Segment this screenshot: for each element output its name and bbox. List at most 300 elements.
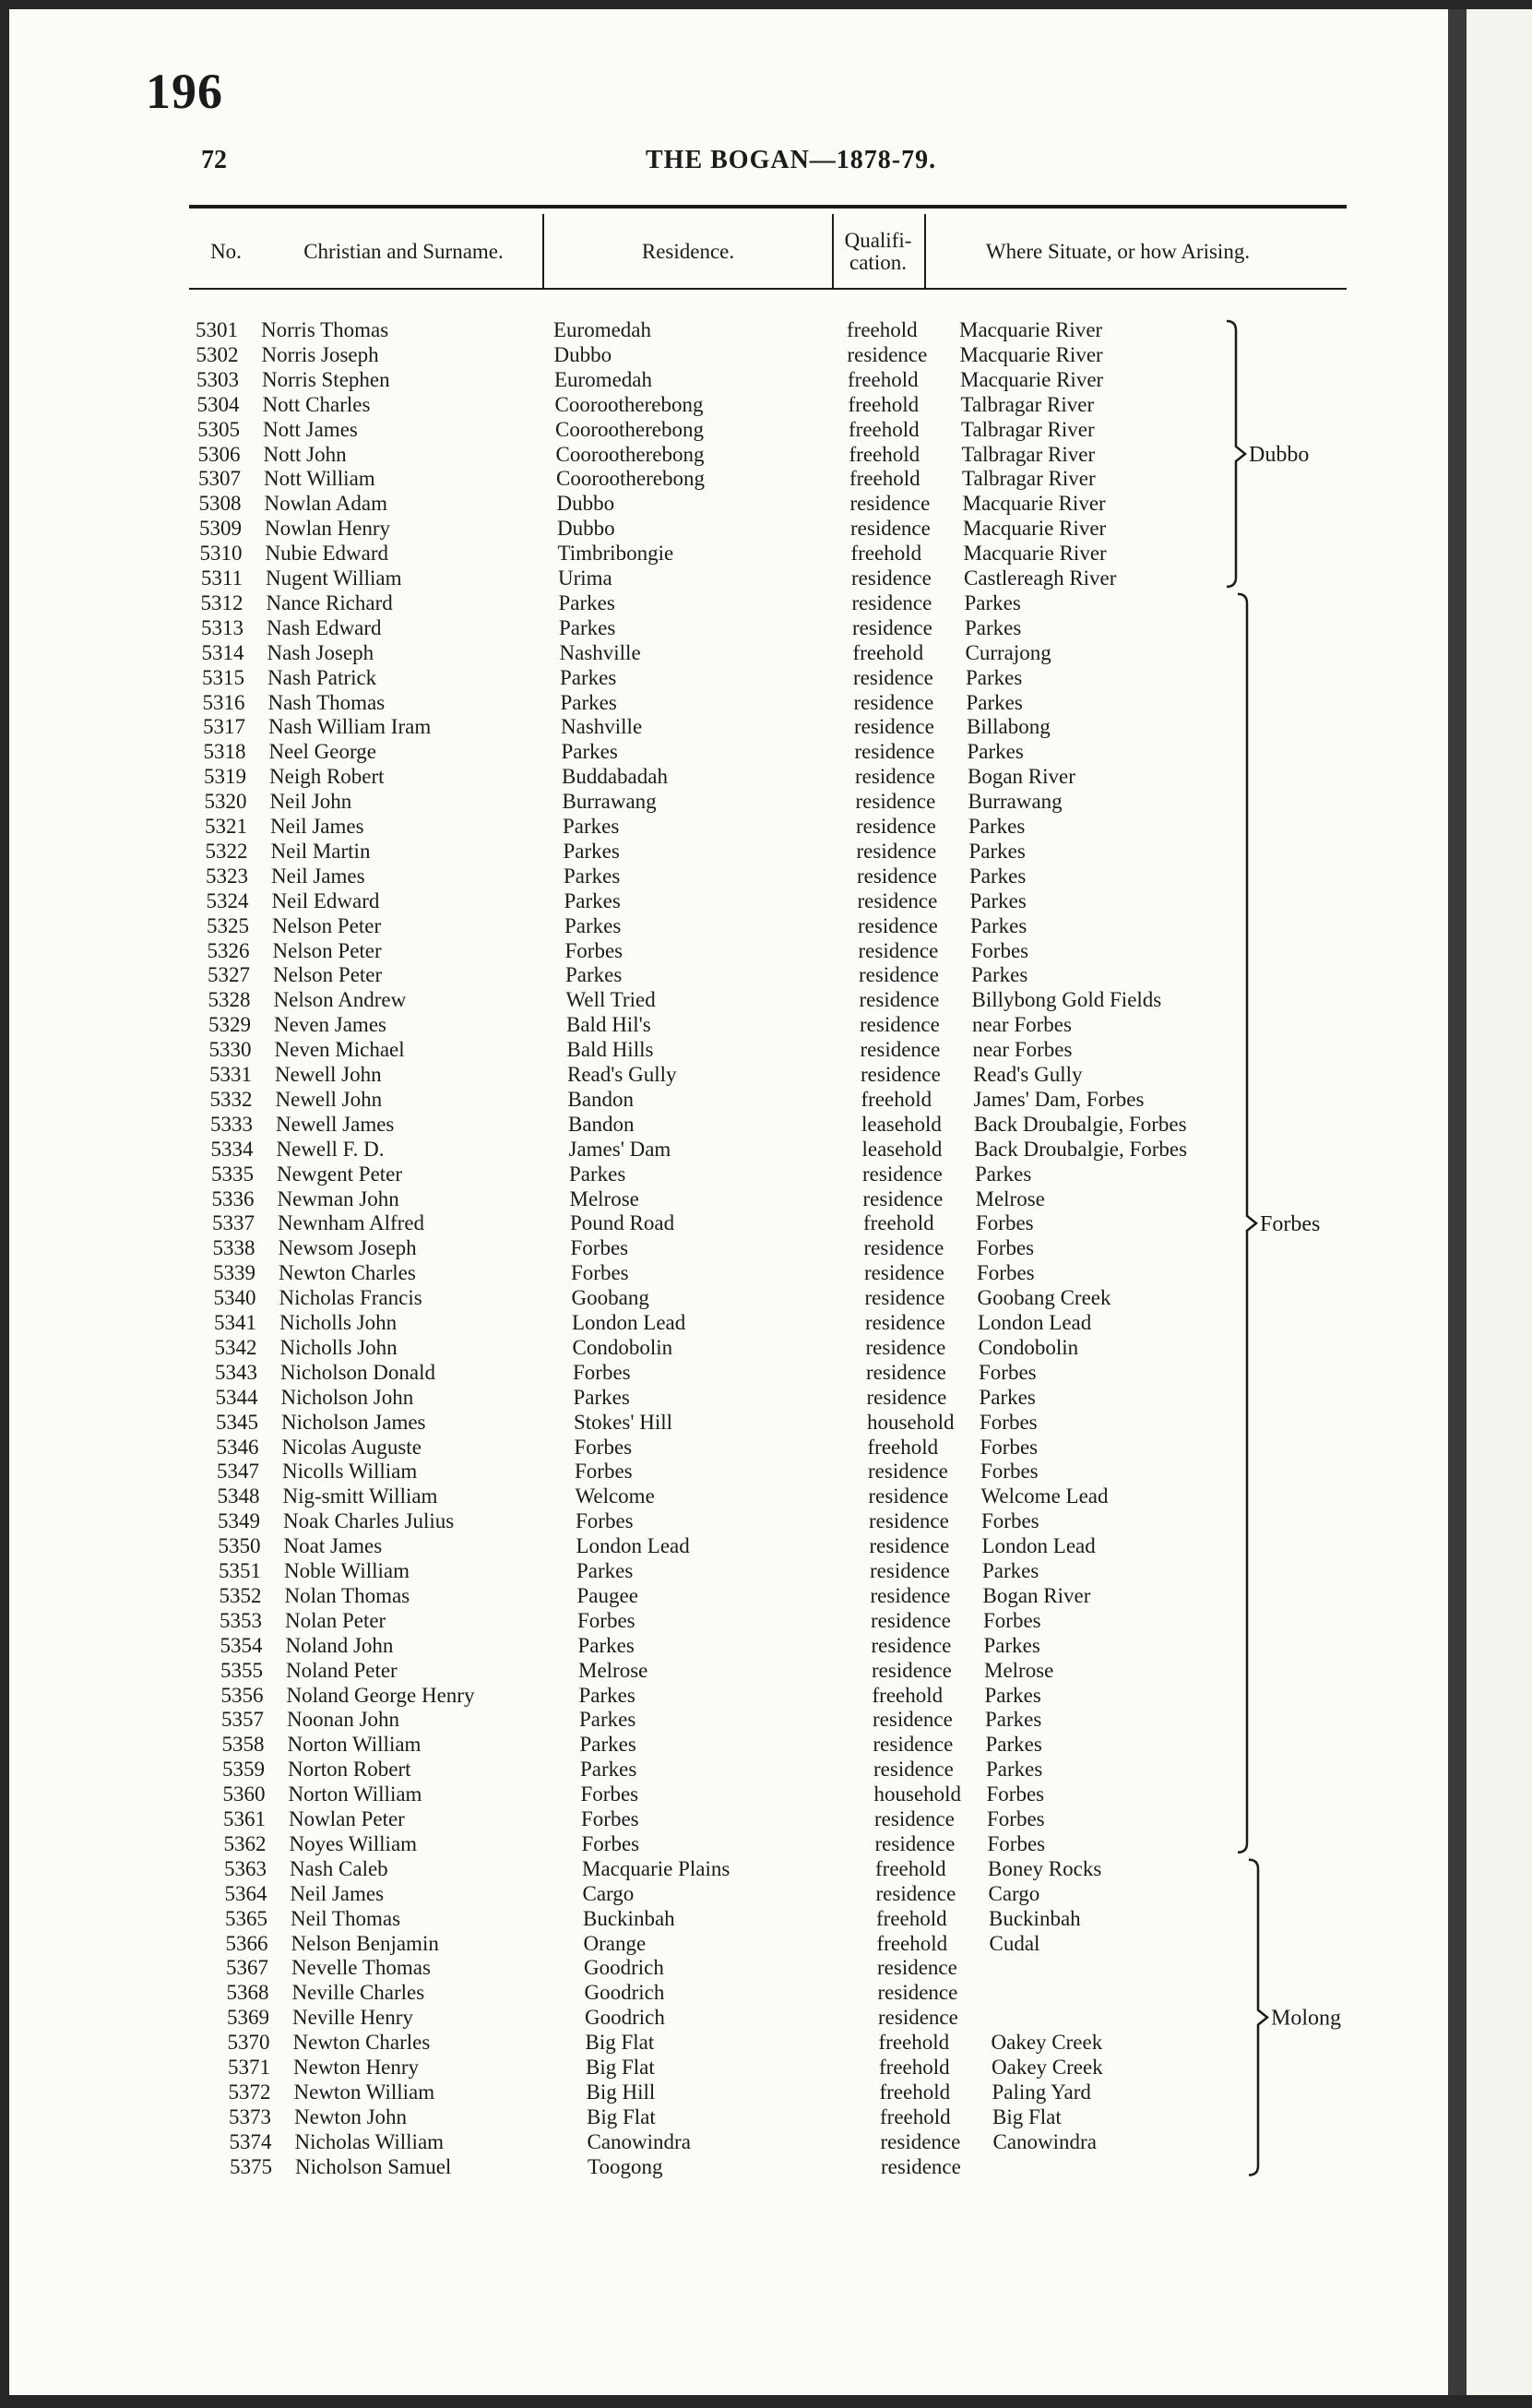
entry-number: 5352 xyxy=(219,1583,262,1607)
elector-name: Nubie Edward xyxy=(265,542,388,566)
where-situate: Forbes xyxy=(987,1831,1046,1855)
entry-number: 5330 xyxy=(208,1038,252,1062)
where-situate: James' Dam, Forbes xyxy=(973,1087,1145,1111)
table-row xyxy=(9,690,1448,715)
qualification: residence xyxy=(877,1956,957,1980)
qualification: residence xyxy=(864,1261,944,1285)
entry-number: 5322 xyxy=(205,839,248,863)
entry-number: 5367 xyxy=(226,1956,268,1980)
elector-name: Nelson Andrew xyxy=(273,988,407,1012)
qualification: residence xyxy=(874,1807,955,1830)
where-situate: Condobolin xyxy=(978,1335,1079,1359)
elector-name: Nelson Peter xyxy=(272,938,382,962)
qualification: freehold xyxy=(879,2056,950,2079)
elector-name: Newton William xyxy=(293,2080,435,2104)
elector-name: Nott Charles xyxy=(262,392,371,416)
table-row xyxy=(9,1608,1448,1633)
residence: Forbes xyxy=(570,1236,629,1260)
table-row xyxy=(9,566,1448,590)
residence: Euromedah xyxy=(553,318,652,341)
qualification: residence xyxy=(873,1708,953,1732)
elector-name: Nicholson Samuel xyxy=(295,2154,452,2178)
qualification: residence xyxy=(871,1633,952,1657)
where-situate: Parkes xyxy=(984,1683,1041,1707)
table-row xyxy=(9,987,1448,1012)
residence: Cargo xyxy=(582,1881,635,1905)
table-row xyxy=(9,590,1448,615)
qualification: residence xyxy=(855,790,936,814)
elector-name: Nicholls John xyxy=(279,1311,398,1334)
entry-number: 5327 xyxy=(208,963,250,987)
elector-name: Noland Peter xyxy=(286,1658,398,1682)
residence: Buckinbah xyxy=(583,1906,675,1930)
facing-page-edge xyxy=(1467,9,1532,2395)
elector-name: Nash William Iram xyxy=(268,715,432,739)
elector-name: Noland John xyxy=(285,1633,394,1657)
column-header-residence: Residence. xyxy=(641,240,735,263)
qualification: residence xyxy=(858,913,938,937)
qualification: residence xyxy=(862,1186,944,1210)
where-situate: Back Droubalgie, Forbes xyxy=(974,1112,1187,1136)
elector-name: Noak Charles Julius xyxy=(283,1509,455,1533)
residence: Forbes xyxy=(576,1509,634,1533)
residence: Parkes xyxy=(564,888,621,912)
group-label: Dubbo xyxy=(1249,442,1310,467)
residence: Parkes xyxy=(565,963,623,987)
header-bottom-rule xyxy=(189,288,1347,290)
qualification: residence xyxy=(877,1981,958,2005)
where-situate: Forbes xyxy=(976,1211,1034,1235)
entry-number: 5307 xyxy=(198,467,241,491)
residence: Goodrich xyxy=(584,1981,665,2005)
where-situate: Boney Rocks xyxy=(988,1856,1102,1880)
table-row xyxy=(9,442,1448,467)
elector-name: Neven Michael xyxy=(274,1038,405,1062)
where-situate: Burrawang xyxy=(968,790,1063,814)
where-situate: Talbragar River xyxy=(960,392,1095,416)
table-row xyxy=(9,1285,1448,1310)
table-row xyxy=(9,1162,1448,1186)
table-row xyxy=(9,1931,1448,1956)
residence: Forbes xyxy=(577,1608,635,1632)
entry-number: 5328 xyxy=(208,988,251,1012)
elector-name: Nash Edward xyxy=(267,615,382,639)
entry-number: 5301 xyxy=(196,318,238,341)
table-row xyxy=(9,1881,1448,1906)
qualification: residence xyxy=(849,492,931,516)
elector-name: Neil James xyxy=(271,864,365,888)
residence: Bandon xyxy=(567,1087,635,1111)
entry-number: 5321 xyxy=(205,815,247,838)
elector-name: Noyes William xyxy=(289,1831,418,1855)
residence: Goodrich xyxy=(585,2006,665,2030)
residence: Buddabadah xyxy=(562,765,668,789)
table-row xyxy=(9,516,1448,541)
entry-number: 5361 xyxy=(223,1807,266,1830)
elector-name: Neil Thomas xyxy=(291,1906,401,1930)
elector-name: Nowlan Henry xyxy=(265,517,391,541)
where-situate: Bogan River xyxy=(968,765,1075,789)
entry-number: 5344 xyxy=(215,1385,258,1409)
qualification: residence xyxy=(857,888,938,912)
residence: Parkes xyxy=(558,590,615,614)
residence: Parkes xyxy=(564,864,621,888)
entry-number: 5354 xyxy=(220,1633,263,1657)
table-row xyxy=(9,938,1448,963)
table-row xyxy=(9,2030,1448,2055)
qualification: freehold xyxy=(867,1435,939,1459)
where-situate: Parkes xyxy=(971,963,1028,987)
where-situate: Parkes xyxy=(969,888,1027,912)
elector-name: Neil Edward xyxy=(271,888,380,912)
table-row xyxy=(9,714,1448,739)
where-situate: Castlereagh River xyxy=(964,566,1117,590)
qualification: residence xyxy=(858,938,939,962)
elector-name: Nolan Peter xyxy=(285,1608,386,1632)
where-situate: Macquarie River xyxy=(959,318,1103,341)
residence: Big Flat xyxy=(585,2031,655,2055)
qualification: residence xyxy=(856,815,936,838)
where-situate: Bogan River xyxy=(982,1583,1091,1607)
elector-name: Nicholas Francis xyxy=(279,1286,422,1310)
qualification: residence xyxy=(857,864,937,888)
qualification: freehold xyxy=(849,417,920,441)
entry-number: 5314 xyxy=(201,640,244,664)
residence: Nashville xyxy=(561,715,643,739)
entry-number: 5340 xyxy=(213,1286,256,1310)
qualification: freehold xyxy=(849,442,920,466)
header-top-rule xyxy=(189,205,1347,209)
residence: Condobolin xyxy=(572,1335,673,1359)
where-situate: Talbragar River xyxy=(961,417,1095,441)
residence: Burrawang xyxy=(562,790,657,814)
book-spine xyxy=(1448,9,1467,2395)
table-row xyxy=(9,1012,1448,1037)
elector-name: Neil James xyxy=(270,815,364,838)
table-row xyxy=(9,739,1448,764)
where-situate: Forbes xyxy=(980,1410,1038,1434)
table-row xyxy=(9,864,1448,888)
entry-number: 5303 xyxy=(196,367,239,391)
residence: Parkes xyxy=(579,1708,636,1732)
table-row xyxy=(9,1235,1448,1260)
elector-name: Nelson Peter xyxy=(273,963,383,987)
qualification: freehold xyxy=(876,1906,947,1930)
entry-number: 5370 xyxy=(227,2031,270,2055)
elector-name: Nicholls John xyxy=(279,1335,398,1359)
entry-number: 5302 xyxy=(196,342,239,366)
residence: Dubbo xyxy=(556,492,615,516)
residence: Parkes xyxy=(560,690,617,714)
elector-name: Nig-smitt William xyxy=(282,1484,438,1508)
table-row xyxy=(9,1757,1448,1782)
qualification: residence xyxy=(865,1311,945,1334)
elector-name: Neil John xyxy=(269,790,352,814)
entry-number: 5329 xyxy=(208,1013,251,1037)
residence: Forbes xyxy=(571,1261,629,1285)
where-situate: Parkes xyxy=(964,590,1021,614)
entry-number: 5318 xyxy=(203,740,246,764)
entry-number: 5351 xyxy=(219,1559,261,1582)
where-situate: Forbes xyxy=(981,1509,1039,1533)
table-row xyxy=(9,839,1448,864)
where-situate: Oakey Creek xyxy=(991,2031,1103,2055)
elector-name: Neil James xyxy=(290,1881,385,1905)
residence: Bald Hil's xyxy=(566,1013,651,1037)
qualification: residence xyxy=(860,1013,940,1037)
qualification: leasehold xyxy=(861,1137,943,1161)
entry-number: 5365 xyxy=(225,1906,267,1930)
where-situate: Parkes xyxy=(982,1559,1039,1582)
table-row xyxy=(9,1410,1448,1435)
table-row xyxy=(9,1037,1448,1062)
elector-name: Newsom Joseph xyxy=(278,1236,417,1260)
residence: Nashville xyxy=(559,640,641,664)
where-situate: Macquarie River xyxy=(963,542,1107,566)
entry-number: 5362 xyxy=(223,1831,267,1855)
where-situate: Forbes xyxy=(986,1782,1045,1806)
table-row xyxy=(9,2080,1448,2104)
where-situate: near Forbes xyxy=(972,1038,1073,1062)
table-row xyxy=(9,1210,1448,1235)
residence: Pound Road xyxy=(570,1211,675,1235)
residence: Dubbo xyxy=(553,342,612,366)
entry-number: 5305 xyxy=(197,417,240,441)
elector-name: Nowlan Peter xyxy=(289,1807,405,1830)
entry-number: 5316 xyxy=(202,690,245,714)
qualification: residence xyxy=(854,715,934,739)
qualification: residence xyxy=(847,342,928,366)
where-situate: Forbes xyxy=(977,1261,1035,1285)
elector-name: Noonan John xyxy=(287,1708,400,1732)
qualification: freehold xyxy=(879,2080,951,2104)
residence: Coorootherebong xyxy=(555,442,705,466)
where-situate: Parkes xyxy=(985,1733,1042,1757)
entry-number: 5337 xyxy=(212,1211,255,1235)
table-row xyxy=(9,1484,1448,1508)
qualification: household xyxy=(873,1782,962,1806)
where-situate: near Forbes xyxy=(972,1013,1072,1037)
residence: Bald Hills xyxy=(566,1038,654,1062)
elector-name: Noland George Henry xyxy=(286,1683,475,1707)
table-row xyxy=(9,615,1448,640)
entry-number: 5355 xyxy=(220,1658,263,1682)
elector-name: Norton William xyxy=(288,1782,422,1806)
entry-number: 5324 xyxy=(206,888,249,912)
qualification: residence xyxy=(881,2154,961,2178)
table-row xyxy=(9,367,1448,392)
elector-name: Nicholson John xyxy=(280,1385,414,1409)
table-row xyxy=(9,1732,1448,1757)
elector-name: Newell F. D. xyxy=(276,1137,385,1161)
residence: Forbes xyxy=(580,1782,639,1806)
elector-name: Nash Thomas xyxy=(267,690,386,714)
entry-number: 5373 xyxy=(229,2104,271,2128)
where-situate: Canowindra xyxy=(992,2129,1097,2153)
residence: Big Flat xyxy=(586,2056,655,2079)
table-row xyxy=(9,1831,1448,1856)
entry-number: 5317 xyxy=(203,715,245,739)
table-row xyxy=(9,1533,1448,1558)
residence: Read's Gully xyxy=(567,1063,677,1086)
elector-name: Nelson Peter xyxy=(272,913,382,937)
table-row xyxy=(9,466,1448,491)
entry-number: 5371 xyxy=(228,2056,270,2079)
entry-number: 5331 xyxy=(209,1063,252,1086)
entry-number: 5350 xyxy=(218,1534,261,1558)
elector-name: Nicholson Donald xyxy=(280,1360,436,1384)
where-situate: Paling Yard xyxy=(992,2080,1091,2104)
where-situate: Forbes xyxy=(980,1460,1039,1484)
table-row xyxy=(9,2104,1448,2129)
elector-name: Nott John xyxy=(263,442,347,466)
table-row xyxy=(9,541,1448,566)
qualification: residence xyxy=(856,839,937,863)
table-row xyxy=(9,317,1448,342)
where-situate: Parkes xyxy=(966,690,1023,714)
table-row xyxy=(9,1260,1448,1285)
elector-name: Neville Charles xyxy=(291,1981,425,2005)
table-row xyxy=(9,1633,1448,1658)
residence: Forbes xyxy=(575,1460,633,1484)
qualification: residence xyxy=(870,1559,950,1582)
where-situate: Forbes xyxy=(983,1608,1041,1632)
entry-number: 5374 xyxy=(229,2129,272,2153)
where-situate: Currajong xyxy=(965,640,1051,664)
qualification: residence xyxy=(851,566,932,590)
residence: Parkes xyxy=(577,1633,635,1657)
residence: Melrose xyxy=(569,1186,639,1210)
elector-name: Nash Caleb xyxy=(290,1856,388,1880)
entry-number: 5338 xyxy=(212,1236,255,1260)
table-row xyxy=(9,2154,1448,2179)
qualification: freehold xyxy=(872,1683,944,1707)
residence: London Lead xyxy=(576,1534,690,1558)
table-row xyxy=(9,2005,1448,2030)
column-header-name: Christian and Surname. xyxy=(303,240,504,263)
table-row xyxy=(9,417,1448,442)
entry-number: 5339 xyxy=(213,1261,255,1285)
entry-number: 5347 xyxy=(217,1460,259,1484)
qualification: freehold xyxy=(875,1856,946,1880)
where-situate: Macquarie River xyxy=(959,342,1103,366)
residence: Big Flat xyxy=(587,2104,656,2128)
entry-number: 5333 xyxy=(210,1112,253,1136)
qualification: residence xyxy=(860,1038,941,1062)
table-row xyxy=(9,1583,1448,1608)
residence: Melrose xyxy=(578,1658,648,1682)
elector-name: Newell John xyxy=(275,1087,383,1111)
elector-name: Nance Richard xyxy=(266,590,393,614)
entry-number: 5335 xyxy=(211,1162,254,1186)
residence: Macquarie Plains xyxy=(582,1856,730,1880)
residence: Goodrich xyxy=(584,1956,664,1980)
table-row xyxy=(9,1955,1448,1980)
qualification: residence xyxy=(851,590,932,614)
elector-name: Nolan Thomas xyxy=(284,1583,410,1607)
elector-name: Nash Joseph xyxy=(267,640,374,664)
entry-number: 5341 xyxy=(214,1311,256,1334)
where-situate: Parkes xyxy=(986,1758,1043,1782)
residence: Forbes xyxy=(564,938,623,962)
where-situate: Parkes xyxy=(975,1162,1032,1186)
column-header-where: Where Situate, or how Arising. xyxy=(985,240,1251,263)
entry-number: 5334 xyxy=(210,1137,254,1161)
table-row xyxy=(9,1707,1448,1732)
entry-number: 5353 xyxy=(220,1608,262,1632)
elector-name: Nott James xyxy=(263,417,358,441)
where-situate: Parkes xyxy=(985,1708,1042,1732)
elector-name: Neville Henry xyxy=(292,2006,413,2030)
entry-number: 5325 xyxy=(207,913,249,937)
table-row xyxy=(9,1087,1448,1112)
qualification: freehold xyxy=(880,2104,951,2128)
qualification: residence xyxy=(868,1460,948,1484)
elector-name: Nicolls William xyxy=(282,1460,418,1484)
entry-number: 5360 xyxy=(222,1782,266,1806)
table-row xyxy=(9,1459,1448,1484)
elector-name: Newton Henry xyxy=(293,2056,420,2079)
elector-name: Nelson Benjamin xyxy=(291,1931,439,1955)
where-situate: Parkes xyxy=(965,615,1022,639)
where-situate: London Lead xyxy=(981,1534,1096,1558)
qualification: residence xyxy=(878,2006,958,2030)
table-row xyxy=(9,888,1448,913)
table-row xyxy=(9,1508,1448,1533)
residence: Bandon xyxy=(568,1112,635,1136)
residence: Urima xyxy=(558,566,612,590)
elector-name: Nott William xyxy=(264,467,375,491)
qualification: residence xyxy=(850,517,931,541)
qualification: residence xyxy=(868,1484,949,1508)
where-situate: Billybong Gold Fields xyxy=(971,988,1162,1012)
table-row xyxy=(9,665,1448,690)
folio-number: 196 xyxy=(146,64,223,119)
table-row xyxy=(9,1310,1448,1335)
elector-name: Newton Charles xyxy=(279,1261,416,1285)
entry-number: 5359 xyxy=(222,1758,265,1782)
table-row xyxy=(9,1782,1448,1806)
where-situate: Forbes xyxy=(970,938,1029,962)
entry-number: 5358 xyxy=(221,1733,265,1757)
qualification: residence xyxy=(864,1286,945,1310)
where-situate: Melrose xyxy=(984,1658,1054,1682)
qualification: residence xyxy=(872,1658,952,1682)
residence: Parkes xyxy=(579,1733,636,1757)
residence: Forbes xyxy=(581,1807,639,1830)
elector-name: Nicholas William xyxy=(294,2129,445,2153)
where-situate: Big Flat xyxy=(992,2104,1062,2128)
table-row xyxy=(9,640,1448,665)
entry-number: 5332 xyxy=(209,1087,253,1111)
table-row xyxy=(9,1385,1448,1410)
residence: London Lead xyxy=(572,1311,686,1334)
elector-name: Nicholson James xyxy=(281,1410,426,1434)
where-situate: Forbes xyxy=(979,1360,1037,1384)
residence: Parkes xyxy=(559,615,616,639)
elector-name: Nevelle Thomas xyxy=(291,1956,431,1980)
where-situate: Macquarie River xyxy=(963,517,1107,541)
elector-name: Nicolas Auguste xyxy=(281,1435,422,1459)
where-situate: Forbes xyxy=(987,1807,1045,1830)
elector-name: Neel George xyxy=(268,740,376,764)
where-situate: Parkes xyxy=(967,740,1024,764)
table-row xyxy=(9,1137,1448,1162)
where-situate: London Lead xyxy=(978,1311,1092,1334)
residence: Coorootherebong xyxy=(555,417,704,441)
entry-number: 5349 xyxy=(218,1509,260,1533)
entry-number: 5364 xyxy=(224,1881,267,1905)
